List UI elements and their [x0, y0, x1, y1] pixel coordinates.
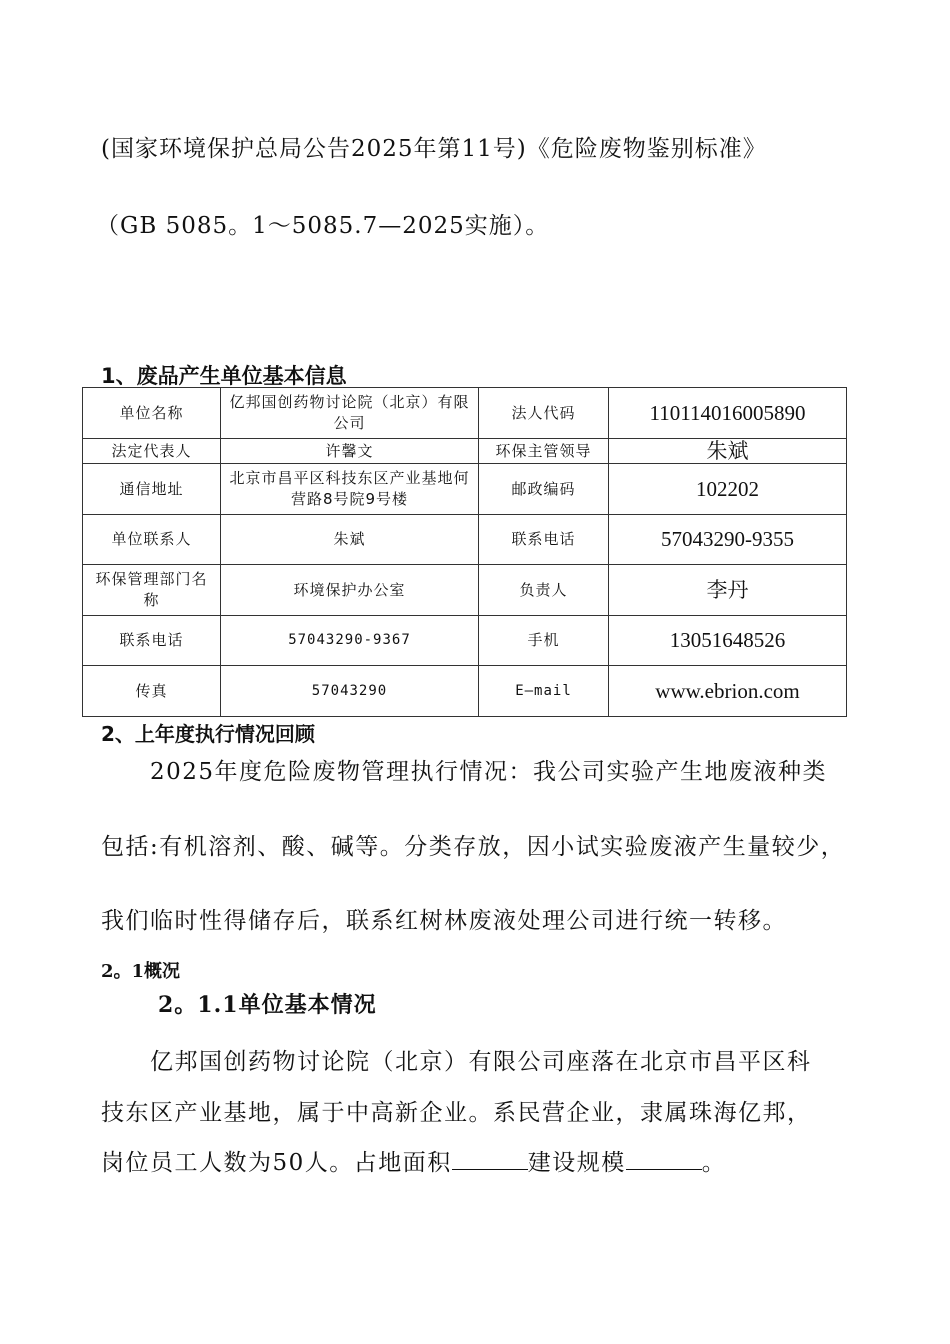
table-row	[83, 565, 847, 616]
table-cell-label: 单位联系人	[83, 515, 221, 565]
overview-paragraph-line-1: 亿邦国创药物讨论院（北京）有限公司座落在北京市昌平区科	[150, 1049, 812, 1075]
overview-text-part-1: 岗位员工人数为50人。占地面积	[101, 1150, 452, 1176]
table-cell-value: 13051648526	[609, 616, 847, 666]
table-row	[83, 616, 847, 666]
table-row	[83, 464, 847, 515]
table-cell-value: 环境保护办公室	[221, 565, 479, 616]
table-cell-value: 亿邦国创药物讨论院（北京）有限公司	[221, 388, 479, 439]
subsection-2-1-1-heading: 2。1.1单位基本情况	[158, 992, 377, 1018]
table-cell-value: 102202	[609, 464, 847, 515]
overview-paragraph-line-2: 技东区产业基地，属于中高新企业。系民营企业，隶属珠海亿邦，	[101, 1100, 812, 1126]
table-cell-value: 李丹	[609, 565, 847, 616]
table-cell-label: 负责人	[479, 565, 609, 616]
table-cell-label: 邮政编码	[479, 464, 609, 515]
table-cell-value: 朱斌	[221, 515, 479, 565]
table-cell-label: 手机	[479, 616, 609, 666]
table-cell-label: 单位名称	[83, 388, 221, 439]
table-cell-value: www.ebrion.com	[609, 666, 847, 717]
table-cell-value: 57043290-9355	[609, 515, 847, 565]
table-cell-label: 环保管理部门名称	[83, 565, 221, 616]
table-row	[83, 515, 847, 565]
basic-info-table	[82, 387, 847, 717]
table-cell-label: E—mail	[479, 666, 609, 717]
section-1-heading: 1、废品产生单位基本信息	[101, 364, 347, 388]
table-cell-label: 传真	[83, 666, 221, 717]
table-cell-value: 57043290-9367	[221, 616, 479, 666]
table-cell-value: 许馨文	[221, 439, 479, 464]
table-cell-value: 110114016005890	[609, 388, 847, 439]
overview-paragraph-line-3	[101, 1144, 726, 1177]
table-cell-value: 朱斌	[609, 439, 847, 464]
review-paragraph-line-3: 我们临时性得储存后，联系红树林废液处理公司进行统一转移。	[101, 908, 787, 934]
overview-text-part-2: 建设规模	[527, 1150, 626, 1176]
construction-scale-blank	[626, 1149, 702, 1170]
table-cell-label: 法人代码	[479, 388, 609, 439]
land-area-blank	[452, 1149, 528, 1170]
table-cell-label: 通信地址	[83, 464, 221, 515]
review-paragraph-line-1: 2025年度危险废物管理执行情况：我公司实验产生地废液种类	[150, 759, 828, 785]
review-paragraph-line-2: 包括:有机溶剂、酸、碱等。分类存放，因小试实验废液产生量较少，	[101, 834, 846, 860]
intro-line-1: (国家环境保护总局公告2025年第11号)《危险废物鉴别标准》	[101, 136, 767, 162]
table-cell-value: 57043290	[221, 666, 479, 717]
table-cell-label: 法定代表人	[83, 439, 221, 464]
table-cell-label: 联系电话	[479, 515, 609, 565]
table-cell-label: 环保主管领导	[479, 439, 609, 464]
table-row	[83, 388, 847, 439]
table-row	[83, 666, 847, 717]
table-cell-label: 联系电话	[83, 616, 221, 666]
overview-text-part-3: 。	[701, 1150, 727, 1176]
intro-line-2: （GB 5085。1～5085.7—2025实施）。	[96, 213, 550, 239]
section-2-heading: 2、上年度执行情况回顾	[101, 722, 315, 746]
table-row	[83, 439, 847, 464]
table-cell-value: 北京市昌平区科技东区产业基地何营路8号院9号楼	[221, 464, 479, 515]
subsection-2-1-heading: 2。1概况	[101, 961, 181, 982]
